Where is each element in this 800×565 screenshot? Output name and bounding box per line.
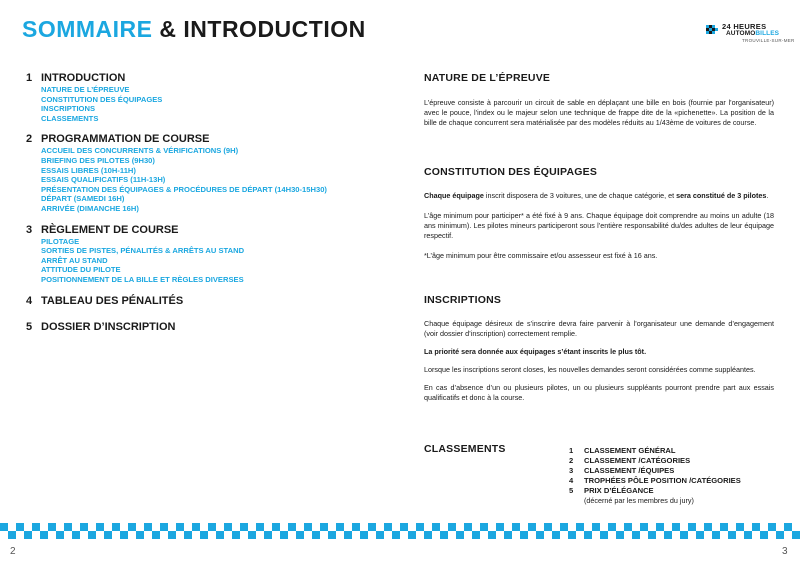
toc-link[interactable]: ESSAIS LIBRES (10H-11H) — [41, 165, 136, 175]
toc-section — [26, 295, 376, 308]
event-logo — [704, 22, 795, 48]
toc-link[interactable]: DÉPART (SAMEDI 16H) — [41, 194, 125, 204]
toc-link[interactable]: ESSAIS QUALIFICATIFS (11H-13H) — [41, 175, 166, 185]
logo-line3: TROUVILLE-SUR-MER — [742, 38, 795, 43]
toc-link[interactable]: SORTIES DE PISTES, PÉNALITÉS & ARRÊTS AU STAND — [41, 246, 245, 256]
toc-section-number: 5 — [26, 320, 33, 333]
toc-link[interactable]: ATTITUDE DU PILOTE — [41, 265, 121, 275]
toc-section-title: RÈGLEMENT DE COURSE — [41, 223, 179, 236]
title-introduction: & INTRODUCTION — [159, 16, 366, 42]
paragraph: En cas d’absence d’un ou plusieurs pilotes, un ou plusieurs suppléants pourront prendre part aux essais qualificatifs et donc à la course. — [424, 383, 774, 402]
section-heading: CONSTITUTION DES ÉQUIPAGES — [424, 166, 598, 178]
logo-line2: AUTOMOBILLES — [726, 30, 780, 37]
list-item: 2 CLASSEMENT /CATÉGORIES — [569, 456, 691, 465]
logo-line1: 24 HEURES — [722, 22, 767, 31]
list-item: 3 CLASSEMENT /ÉQUIPES — [569, 466, 675, 475]
toc-link[interactable]: CLASSEMENTS — [41, 113, 99, 123]
toc-link[interactable]: ARRIVÉE (DIMANCHE 16H) — [41, 203, 139, 213]
toc-section-number: 1 — [26, 72, 33, 84]
page-title — [22, 16, 366, 43]
toc-section-title[interactable]: TABLEAU DES PÉNALITÉS — [41, 294, 184, 307]
paragraph: *L’âge minimum pour être commissaire et/ou assesseur est fixé à 16 ans. — [424, 251, 658, 260]
section-heading: INSCRIPTIONS — [424, 294, 502, 306]
toc-link[interactable]: ACCUEIL DES CONCURRENTS & VÉRIFICATIONS (9H) — [41, 146, 239, 156]
toc-link[interactable]: ARRÊT AU STAND — [41, 255, 108, 265]
paragraph: Lorsque les inscriptions seront closes, les nouvelles demandes seront considérées comme suppléantes. — [424, 365, 756, 374]
list-item: 4 TROPHÉES PÔLE POSITION /CATÉGORIES — [569, 476, 741, 485]
classements-list — [569, 446, 741, 506]
list-note: (décerné par les membres du jury) — [584, 496, 694, 505]
title-sommaire: SOMMAIRE — [22, 16, 153, 42]
table-of-contents — [26, 72, 376, 344]
checkered-border — [0, 523, 800, 539]
checkered-flag-icon — [704, 24, 720, 38]
page-number-left: 2 — [10, 546, 16, 557]
toc-section-title[interactable]: DOSSIER D’INSCRIPTION — [41, 320, 176, 333]
paragraph: L’âge minimum pour participer* a été fixé à 9 ans. Chaque équipage doit comprendre au moins un adulte (18 ans minimum). Les pilotes mineurs participeront sous l’entière responsabilité du/des adultes de leur équipage respectif. — [424, 211, 774, 240]
list-item: 1 CLASSEMENT GÉNÉRAL — [569, 446, 676, 455]
toc-section-number: 2 — [26, 133, 33, 146]
toc-link[interactable]: NATURE DE L’ÉPREUVE — [41, 85, 130, 94]
toc-link[interactable]: PRÉSENTATION DES ÉQUIPAGES & PROCÉDURES DE DÉPART (14H30-15H30) — [41, 184, 327, 194]
toc-link[interactable]: INSCRIPTIONS — [41, 104, 96, 114]
section-nature — [424, 72, 774, 128]
toc-section — [26, 321, 376, 334]
page-number-right: 3 — [782, 546, 788, 557]
toc-section-number: 4 — [26, 294, 33, 307]
toc-section — [26, 72, 376, 123]
section-constitution — [424, 166, 774, 261]
section-heading: NATURE DE L’ÉPREUVE — [424, 72, 551, 84]
section-inscriptions — [424, 294, 774, 403]
toc-link[interactable]: CONSTITUTION DES ÉQUIPAGES — [41, 94, 163, 104]
paragraph: La priorité sera donnée aux équipages s’étant inscrits le plus tôt. — [424, 347, 647, 356]
paragraph: L’épreuve consiste à parcourir un circuit de sable en déplaçant une bille en bois (fournie par l’organisateur) avec le pouce, l’index ou le majeur selon une technique de frappe dite de la «pichenette». La position de la bille de chaque concurrent sera matérialisée par des modèles réduits au 1/43ème de voitures de course. — [424, 98, 774, 127]
paragraph: Chaque équipage désireux de s’inscrire devra faire parvenir à l’organisateur une demande d’engagement (voir dossier d’inscription) correctement remplie. — [424, 319, 774, 338]
list-item: 5 PRIX D’ÉLÉGANCE — [569, 486, 654, 495]
toc-section-title: INTRODUCTION — [41, 72, 126, 84]
toc-section-title: PROGRAMMATION DE COURSE — [41, 133, 210, 146]
toc-section — [26, 133, 376, 213]
section-heading: CLASSEMENTS — [424, 443, 506, 455]
paragraph: Chaque équipage inscrit disposera de 3 voitures, une de chaque catégorie, et sera constitué de 3 pilotes. — [424, 191, 769, 200]
toc-section — [26, 224, 376, 285]
toc-link[interactable]: POSITIONNEMENT DE LA BILLE ET RÈGLES DIVERSES — [41, 274, 244, 284]
toc-section-number: 3 — [26, 223, 33, 236]
toc-link[interactable]: PILOTAGE — [41, 236, 80, 246]
toc-link[interactable]: BRIEFING DES PILOTES (9H30) — [41, 155, 155, 165]
